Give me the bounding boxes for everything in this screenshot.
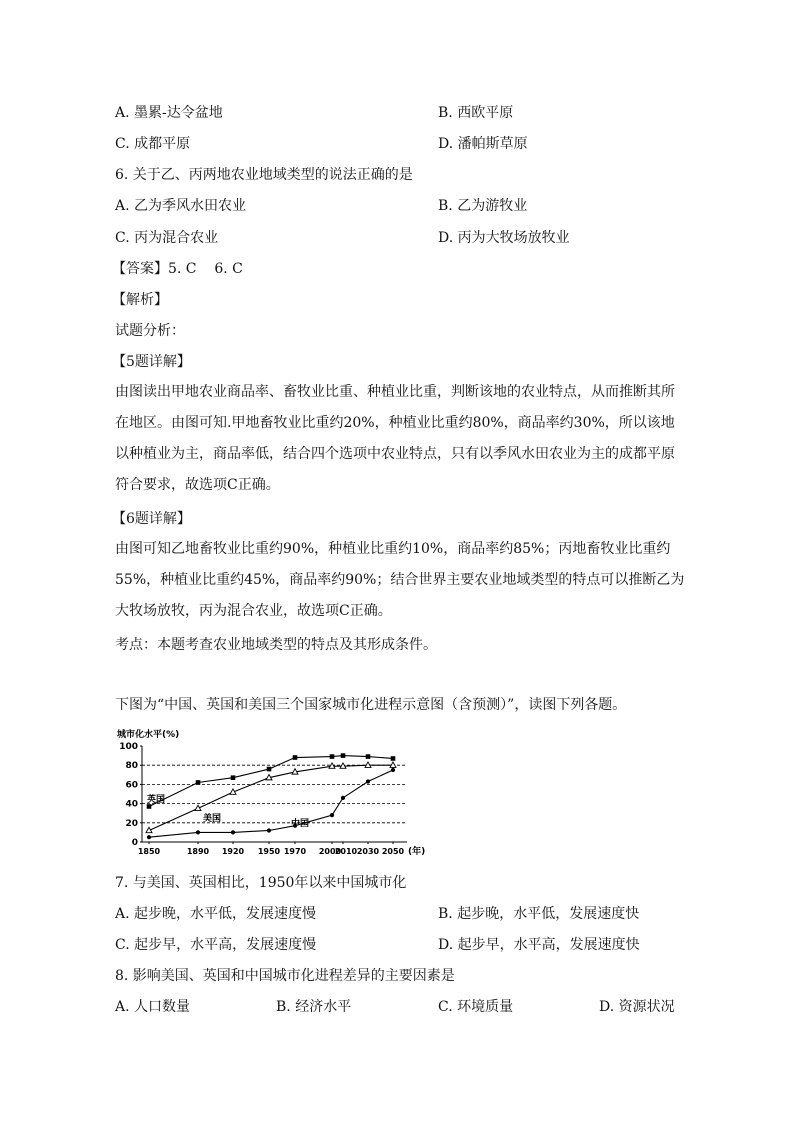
q5-option-a: A. 墨累-达令盆地 xyxy=(115,105,223,121)
chart-intro: 下图为“中国、英国和美国三个国家城市化进程示意图（含预测）”，读图下列各题。 xyxy=(115,697,627,713)
x-tick-label-1890: 1890 xyxy=(186,847,210,856)
x-tick-label-2000: 2000 xyxy=(318,847,342,856)
q6-option-b: B. 乙为游牧业 xyxy=(438,198,528,214)
kaodian-line: 考点：本题考查农业地域类型的特点及其形成条件。 xyxy=(115,637,437,653)
series-label-0: 英国 xyxy=(147,795,166,805)
q7-option-a: A. 起步晚，水平低，发展速度慢 xyxy=(115,906,317,922)
q6-option-d: D. 丙为大牧场放牧业 xyxy=(438,230,570,246)
q6-option-a: A. 乙为季风水田农业 xyxy=(115,198,247,214)
x-tick-label-1850: 1850 xyxy=(137,847,161,856)
series-2-point-0 xyxy=(147,835,151,839)
series-2-point-8 xyxy=(391,768,395,772)
x-tick-label-1920: 1920 xyxy=(221,847,245,856)
series-2-point-1 xyxy=(196,830,200,834)
q8-option-d: D. 资源状况 xyxy=(599,999,675,1015)
y-tick-label-80: 80 xyxy=(125,761,138,772)
q6-detail-text: 由图可知乙地畜牧业比重约90%，种植业比重约10%，商品率约85%；丙地畜牧业比重约55%，种植业比重约45%，商品率约90%；结合世界主要农业地域类型的特点可以推断乙为大牧场放牧，丙为混合农业，故选项C正确。 xyxy=(115,541,685,619)
q7-stem: 7. 与美国、英国相比，1950年以来中国城市化 xyxy=(115,875,407,891)
q8-option-a: A. 人口数量 xyxy=(115,999,191,1015)
q8-option-b: B. 经济水平 xyxy=(276,999,352,1015)
analysis-intro: 试题分析： xyxy=(115,323,185,339)
series-0-point-5 xyxy=(330,754,335,759)
q6-detail-title: 【6题详解】 xyxy=(112,511,191,527)
q7-option-b: B. 起步晚，水平低，发展速度快 xyxy=(438,906,640,922)
x-tick-label-2010: 2010 xyxy=(334,847,358,856)
series-0-point-1 xyxy=(196,780,201,785)
series-line-0 xyxy=(149,756,393,807)
chart-xunit: (年) xyxy=(408,847,426,857)
series-2-point-7 xyxy=(366,779,370,783)
q5-detail-text: 由图读出甲地农业商品率、畜牧业比重、种植业比重，判断该地的农业特点，从而推断其所在地区。由图可知.甲地畜牧业比重约20%，种植业比重约80%，商品率约30%，所以该地以种植业为主，商品率低，结合四个选项中农业特点，只有以季风水田农业为主的成都平原符合要求，故选项C正确。 xyxy=(115,384,675,493)
x-tick-label-1970: 1970 xyxy=(283,847,307,856)
q6-option-c: C. 丙为混合农业 xyxy=(115,230,219,246)
q8-stem: 8. 影响美国、英国和中国城市化进程差异的主要因素是 xyxy=(115,968,455,984)
series-0-point-3 xyxy=(267,767,272,772)
series-0-point-4 xyxy=(293,755,298,760)
q5-option-d: D. 潘帕斯草原 xyxy=(438,136,528,152)
x-tick-label-2030: 2030 xyxy=(356,847,380,856)
urbanization-chart xyxy=(115,722,435,862)
y-tick-label-40: 40 xyxy=(125,799,138,810)
q5-option-b: B. 西欧平原 xyxy=(438,105,514,121)
answer-line: 【答案】5. C 6. C xyxy=(112,261,243,277)
series-2-point-6 xyxy=(341,796,345,800)
analysis-title: 【解析】 xyxy=(112,292,168,308)
series-0-point-8 xyxy=(391,756,396,761)
x-tick-label-1950: 1950 xyxy=(257,847,281,856)
series-line-1 xyxy=(149,765,393,830)
q5-detail-title: 【5题详解】 xyxy=(112,354,191,370)
y-tick-label-20: 20 xyxy=(125,818,138,829)
chart-ylabel: 城市化水平(%) xyxy=(117,730,180,740)
series-0-point-2 xyxy=(231,775,236,780)
q6-stem: 6. 关于乙、丙两地农业地域类型的说法正确的是 xyxy=(115,167,413,183)
y-tick-label-60: 60 xyxy=(125,780,138,791)
series-0-point-7 xyxy=(366,754,371,759)
series-2-point-3 xyxy=(267,828,271,832)
y-tick-label-100: 100 xyxy=(119,742,138,752)
q8-option-c: C. 环境质量 xyxy=(438,999,514,1015)
q7-option-c: C. 起步早，水平高，发展速度慢 xyxy=(115,937,317,953)
series-label-1: 美国 xyxy=(203,814,222,824)
series-label-2: 中国 xyxy=(291,819,310,829)
series-2-point-2 xyxy=(231,830,235,834)
series-0-point-6 xyxy=(341,753,346,758)
x-tick-label-2050: 2050 xyxy=(381,847,405,856)
q5-option-c: C. 成都平原 xyxy=(115,136,191,152)
series-2-point-5 xyxy=(330,813,334,817)
y-tick-label-0: 0 xyxy=(131,838,138,848)
q7-option-d: D. 起步早，水平高，发展速度快 xyxy=(438,937,640,953)
